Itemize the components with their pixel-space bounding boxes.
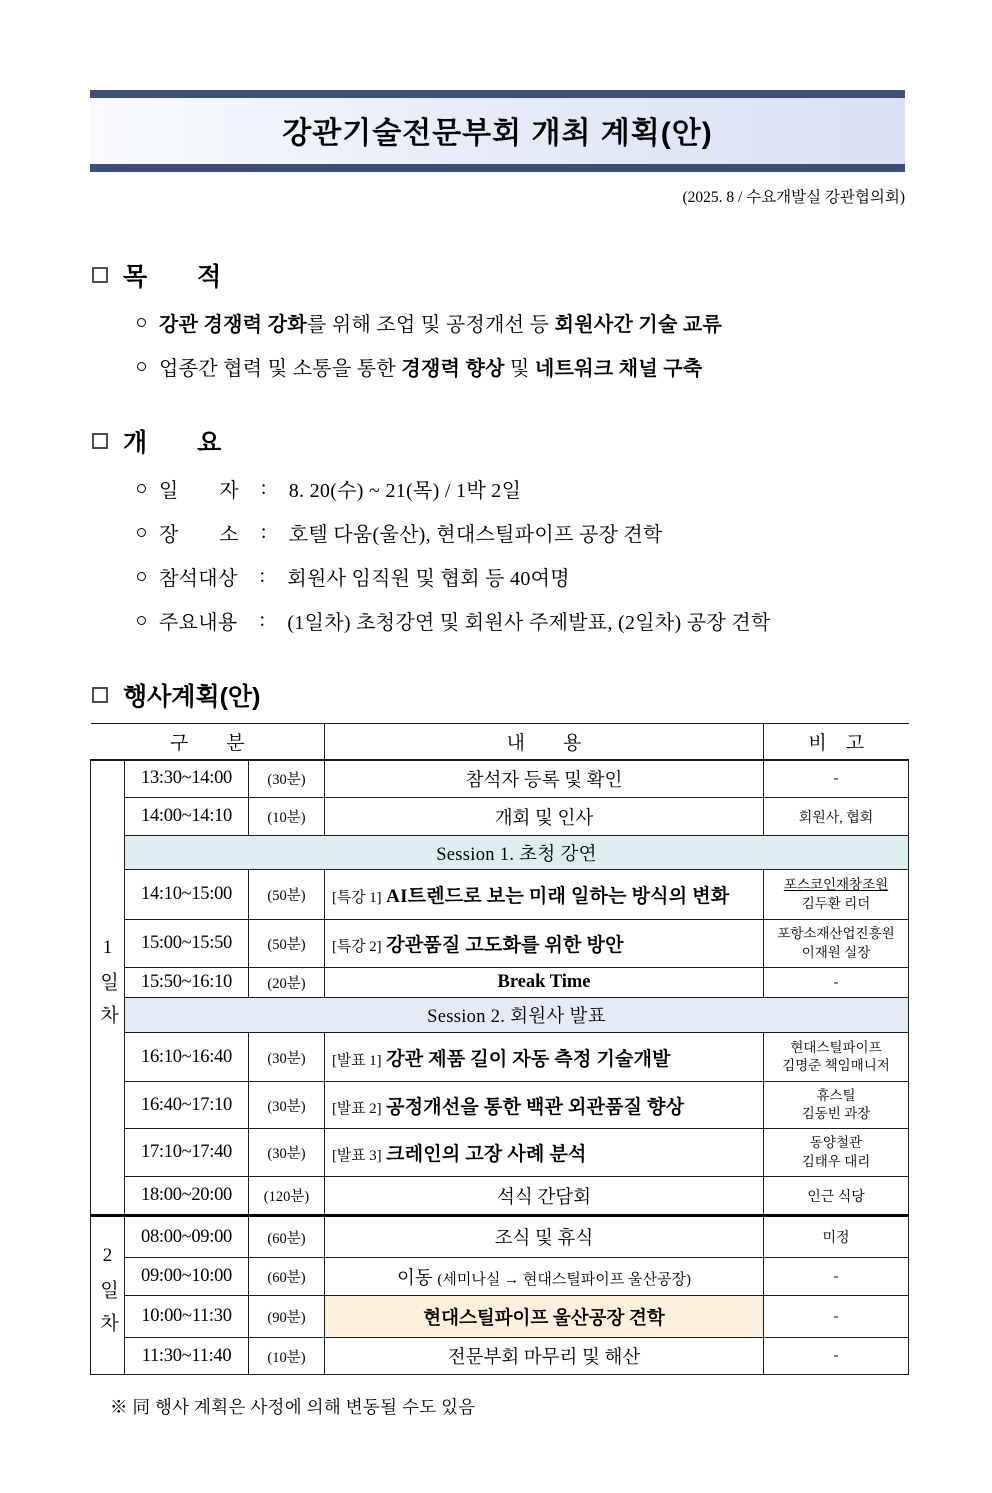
speaker-org: 포스코인재창조원: [783, 877, 889, 893]
remark-cell: [764, 1033, 909, 1082]
duration-cell: (30분): [249, 760, 325, 798]
purpose-heading-text: 목 적: [123, 263, 222, 291]
overview-label: 장 소: [159, 524, 239, 546]
time-cell: 08:00~09:00: [125, 1216, 249, 1258]
content-cell: [325, 1258, 764, 1296]
speaker-name: 김두환 리더: [801, 895, 871, 911]
header-naeyong: 내 용: [325, 724, 764, 760]
plan-heading-text: 행사계획(안): [123, 683, 261, 711]
remark-cell: [764, 1082, 909, 1129]
table-row: [91, 1296, 909, 1338]
table-row: [91, 1082, 909, 1129]
header-bigo: 비 고: [764, 724, 909, 760]
duration-cell: (30분): [249, 1129, 325, 1177]
content-cell: [325, 1129, 764, 1177]
overview-item-attendees: [137, 562, 902, 591]
square-bullet-icon: [92, 433, 108, 449]
content-cell: 전문부회 마무리 및 해산: [325, 1338, 764, 1375]
table-row: [91, 1129, 909, 1177]
remark-cell: 인근 식당: [764, 1177, 909, 1216]
table-row: [91, 870, 909, 920]
content-cell: [325, 870, 764, 920]
table-row: [91, 760, 909, 798]
overview-item-place: [137, 518, 902, 547]
time-cell: 15:00~15:50: [125, 920, 249, 968]
colon: :: [260, 477, 267, 499]
colon: :: [260, 521, 267, 543]
overview-label: 참석대상: [159, 568, 238, 590]
overview-item-contents: [137, 606, 902, 635]
colon: :: [259, 609, 266, 631]
table-row: [91, 920, 909, 968]
time-cell: 14:00~14:10: [125, 798, 249, 836]
section-heading-plan: [92, 677, 992, 713]
time-cell: 17:10~17:40: [125, 1129, 249, 1177]
purpose-item-text: 강관 경쟁력 강화를 위해 조업 및 공정개선 등 회원사간 기술 교류: [159, 314, 723, 336]
duration-cell: (10분): [249, 1338, 325, 1375]
time-cell: 18:00~20:00: [125, 1177, 249, 1216]
speaker-name: 김태우 대리: [801, 1153, 871, 1169]
speaker-org: 휴스틸: [816, 1087, 856, 1103]
remark-cell: -: [764, 1258, 909, 1296]
table-row: [91, 1216, 909, 1258]
lecture-tag: [특강 2]: [332, 939, 382, 955]
colon: :: [259, 565, 266, 587]
session2-label: Session 2. 회원사 발표: [125, 998, 909, 1033]
time-cell: 14:10~15:00: [125, 870, 249, 920]
remark-cell: -: [764, 760, 909, 798]
table-row: [91, 968, 909, 998]
circle-bullet-icon: [137, 616, 146, 625]
duration-cell: (30분): [249, 1082, 325, 1129]
duration-cell: (60분): [249, 1216, 325, 1258]
remark-cell: 회원사, 협회: [764, 798, 909, 836]
time-cell: 16:40~17:10: [125, 1082, 249, 1129]
table-row: [91, 1338, 909, 1375]
lecture-title: AI트렌드로 보는 미래 일하는 방식의 변화: [386, 886, 730, 907]
session1-label: Session 1. 초청 강연: [125, 836, 909, 870]
move-label: 이동: [397, 1268, 433, 1289]
presentation-tag: [발표 3]: [332, 1148, 382, 1164]
remark-cell: [764, 870, 909, 920]
lecture-tag: [특강 1]: [332, 890, 382, 906]
duration-cell: (90분): [249, 1296, 325, 1338]
presentation-title: 크레인의 고장 사례 분석: [386, 1144, 587, 1165]
speaker-org: 포항소재산업진흥원: [777, 926, 895, 942]
overview-value: (1일차) 초청강연 및 회원사 주제발표, (2일차) 공장 견학: [287, 612, 771, 634]
remark-cell: [764, 920, 909, 968]
speaker-org: 현대스틸파이프: [790, 1039, 882, 1055]
purpose-item: [137, 308, 902, 337]
content-cell: 석식 간담회: [325, 1177, 764, 1216]
table-header-row: [91, 724, 909, 760]
table-row: [91, 1033, 909, 1082]
duration-cell: (50분): [249, 920, 325, 968]
overview-value: 호텔 다움(울산), 현대스틸파이프 공장 견학: [288, 524, 663, 546]
purpose-item: [137, 352, 902, 381]
section-heading-overview: [92, 423, 992, 459]
remark-cell: [764, 1129, 909, 1177]
presentation-title: 공정개선을 통한 백관 외관품질 향상: [386, 1096, 685, 1118]
circle-bullet-icon: [137, 528, 146, 537]
duration-cell: (10분): [249, 798, 325, 836]
lecture-title: 강관품질 고도화를 위한 방안: [386, 935, 624, 956]
remark-cell: -: [764, 1296, 909, 1338]
table-row: [91, 1177, 909, 1216]
move-route: (세미나실 → 현대스틸파이프 울산공장): [437, 1271, 691, 1288]
document-page: [0, 90, 992, 1493]
day2-cell: 2일차: [91, 1216, 125, 1375]
header-gubun: 구 분: [91, 724, 325, 760]
circle-bullet-icon: [137, 572, 146, 581]
purpose-item-text: 업종간 협력 및 소통을 통한 경쟁력 향상 및 네트워크 채널 구축: [159, 358, 703, 380]
session1-row: [91, 836, 909, 870]
content-cell-highlighted: 현대스틸파이프 울산공장 견학: [325, 1296, 764, 1338]
presentation-tag: [발표 1]: [332, 1052, 382, 1069]
duration-cell: (20분): [249, 968, 325, 998]
content-cell: [325, 1033, 764, 1082]
page-title: 강관기술전문부회 개최 계획(안): [282, 117, 713, 150]
remark-cell: -: [764, 1338, 909, 1375]
presentation-title: 강관 제품 길이 자동 측정 기술개발: [386, 1048, 671, 1070]
duration-cell: (30분): [249, 1033, 325, 1082]
banner-body: [90, 98, 905, 164]
time-cell: 15:50~16:10: [125, 968, 249, 998]
duration-cell: (120분): [249, 1177, 325, 1216]
speaker-name: 김동빈 과장: [801, 1106, 871, 1121]
speaker-org: 동양철관: [809, 1135, 863, 1151]
circle-bullet-icon: [137, 484, 146, 493]
time-cell: 16:10~16:40: [125, 1033, 249, 1082]
remark-cell: -: [764, 968, 909, 998]
schedule-table: [90, 723, 909, 1375]
square-bullet-icon: [92, 267, 108, 283]
overview-value: 8. 20(수) ~ 21(목) / 1박 2일: [288, 480, 522, 502]
overview-value: 회원사 임직원 및 협회 등 40여명: [287, 568, 570, 590]
footnote: ※ 同 행사 계획은 사정에 의해 변동될 수도 있음: [110, 1397, 476, 1417]
table-row: [91, 798, 909, 836]
overview-label: 주요내용: [159, 612, 238, 634]
content-cell: [325, 920, 764, 968]
time-cell: 10:00~11:30: [125, 1296, 249, 1338]
square-bullet-icon: [92, 687, 108, 703]
title-banner: [90, 90, 905, 172]
content-cell: 참석자 등록 및 확인: [325, 760, 764, 798]
content-cell: Break Time: [325, 968, 764, 998]
content-cell: [325, 1082, 764, 1129]
content-cell: 조식 및 휴식: [325, 1216, 764, 1258]
duration-cell: (60분): [249, 1258, 325, 1296]
session2-row: [91, 998, 909, 1033]
section-heading-purpose: [92, 257, 992, 293]
day1-cell: 1일차: [91, 760, 125, 1216]
time-cell: 13:30~14:00: [125, 760, 249, 798]
overview-heading-text: 개 요: [123, 429, 222, 457]
remark-cell: 미정: [764, 1216, 909, 1258]
presentation-tag: [발표 2]: [332, 1100, 382, 1117]
banner-top-bar: [90, 90, 905, 98]
overview-item-date: [137, 474, 902, 503]
time-cell: 09:00~10:00: [125, 1258, 249, 1296]
overview-label: 일 자: [159, 480, 239, 502]
circle-bullet-icon: [137, 318, 146, 327]
table-row: [91, 1258, 909, 1296]
speaker-name: 이재원 실장: [801, 944, 871, 960]
date-source-line: (2025. 8 / 수요개발실 강관협의회): [682, 189, 905, 206]
banner-bottom-bar: [90, 164, 905, 172]
time-cell: 11:30~11:40: [125, 1338, 249, 1375]
speaker-name: 김명준 책임매니저: [782, 1058, 890, 1073]
circle-bullet-icon: [137, 362, 146, 371]
duration-cell: (50분): [249, 870, 325, 920]
content-cell: 개회 및 인사: [325, 798, 764, 836]
